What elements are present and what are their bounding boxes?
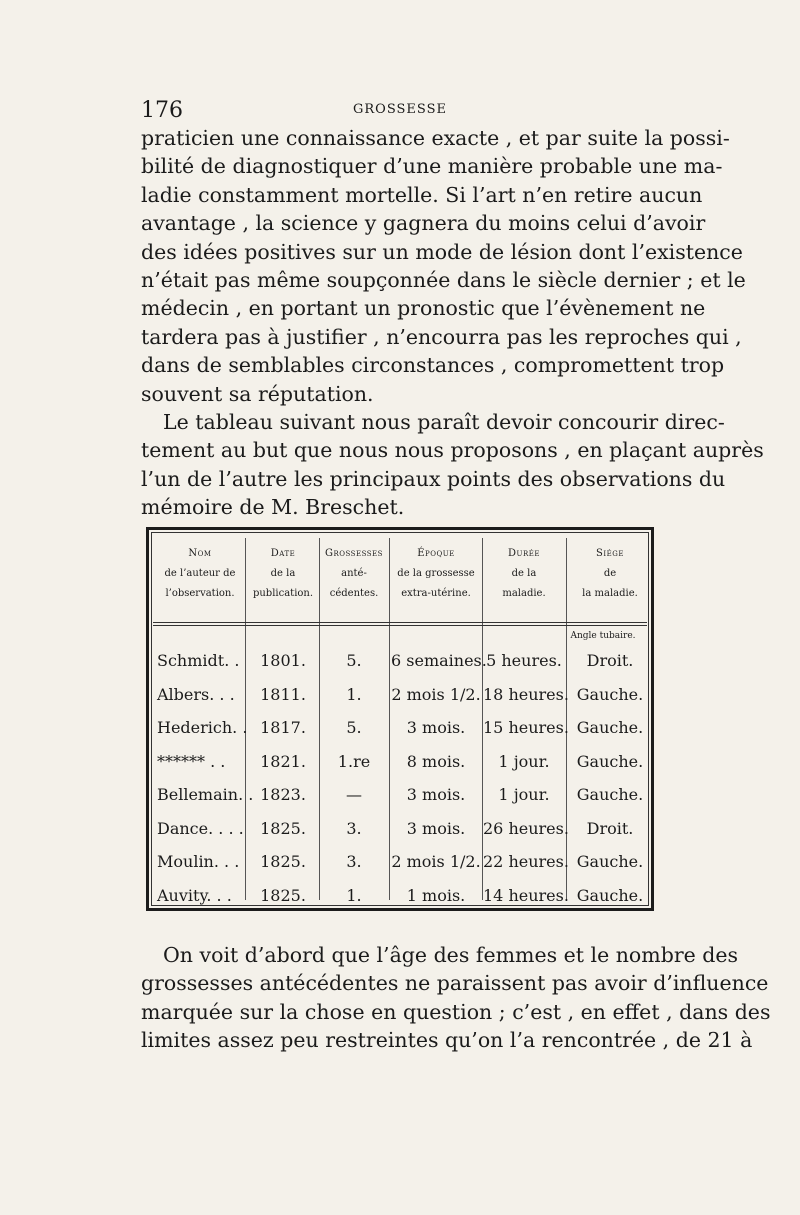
table-cell: Gauche. [576,852,644,871]
table-cell: 5. [346,718,362,737]
table-cell: 1823. [260,785,306,804]
header-site-line: Siége [596,548,624,559]
table-cell: 5 heures. [486,651,562,670]
table-cell: 1 jour. [498,751,550,771]
table-cell: Moulin. . . [157,852,240,871]
header-date-line: de la [270,568,296,579]
table-row [149,679,651,711]
header-pregnancies [321,544,387,604]
table-row [149,846,651,878]
table-cell: 22 heures. [483,852,569,871]
header-site-line: de [603,568,617,579]
text-line: mémoire de M. Breschet. [141,495,405,520]
text-line: tardera pas à justifier , n’encourra pas les reproches qui , [141,324,742,349]
table-cell: 1817. [260,718,306,737]
table-cell: Gauche. [576,718,644,737]
page-header [141,98,659,122]
running-head: GROSSESSE [353,102,447,117]
table-cell: — [346,785,362,804]
table-cell: 3 mois. [406,785,466,804]
header-author-line: de l’auteur de [164,568,236,579]
table-cell: Albers. . . [157,684,235,704]
column-divider [389,538,390,900]
text-line: n’était pas même soupçonnée dans le siècle dernier ; et le [141,267,746,292]
table-cell: 3 mois. [406,718,466,737]
table-cell: 2 mois 1/2. [391,684,481,704]
table-cell: 3 mois. [406,818,466,838]
page-number: 176 [141,98,183,123]
table-cell: Hederich. . [157,718,248,737]
table-cell: 18 heures. [483,684,569,704]
header-date-line: Date [270,548,296,559]
table-cell: 5. [346,651,362,670]
table-cell: 1811. [260,684,306,704]
header-epoch-line: de la grossesse [397,568,475,579]
header-site-line: la maladie. [582,588,638,599]
text-line: grossesses antécédentes ne paraissent pas avoir d’influence [141,971,769,996]
paragraph-2 [141,408,764,522]
header-date-line: publication. [252,588,314,599]
table-cell: 1 mois. [406,885,466,905]
text-line: des idées positives sur un mode de lésion dont l’existence [141,239,743,264]
column-divider [245,538,246,900]
header-rule [153,622,647,623]
text-line: limites assez peu restreintes qu’on l’a rencontrée , de 21 à [141,1028,753,1053]
text-line: Le tableau suivant nous paraît devoir concourir direc- [163,410,725,434]
table-cell: Gauche. [576,684,644,704]
table-row [149,779,651,811]
table-header-row [149,544,651,616]
text-line: médecin , en portant un pronostic que l’évènement ne [141,296,706,321]
header-epoch [391,544,481,604]
paragraph-3 [141,941,771,1055]
table-cell: ****** . . [157,751,226,771]
table-cell: Gauche. [576,785,644,804]
text-line: souvent sa réputation. [141,381,374,406]
table-cell: 26 heures. [483,818,569,838]
header-rule [153,625,647,626]
text-line: praticien une connaissance exacte , et par suite la possi- [141,126,730,150]
column-divider [319,538,320,900]
table-row [149,880,651,912]
header-site [569,544,651,604]
header-pregnancies-line: Grossesses [325,548,383,559]
table-row [149,645,651,677]
table-cell: 3. [346,818,362,838]
text-line: bilité de diagnostiquer d’une manière probable une ma- [141,154,723,179]
text-line: avantage , la science y gagnera du moins celui d’avoir [141,211,706,236]
table-cell: 8 mois. [406,751,466,771]
text-line: ladie constamment mortelle. Si l’art n’en retire aucun [141,182,703,207]
column-divider [482,538,483,900]
table-cell: 15 heures. [483,718,569,737]
header-pregnancies-line: cédentes. [329,588,379,599]
table-cell: 1.re [337,751,371,771]
table-cell: 2 mois 1/2. [391,852,481,871]
table-cell: 1825. [260,885,306,905]
table-cell: 1. [346,885,362,905]
observations-table [146,527,654,911]
header-epoch-line: extra-utérine. [401,588,471,599]
table-cell: Dance. . . . [157,818,244,838]
table-cell: 1 jour. [498,785,550,804]
text-line: l’un de l’autre les principaux points des observations du [141,466,726,491]
table-cell: 6 semaines. [391,651,487,670]
header-duration-line: maladie. [502,588,546,599]
header-duration-line: de la [511,568,537,579]
table-cell: Bellemain. . [157,785,254,804]
header-duration [483,544,565,604]
table-cell: Gauche. [576,885,644,905]
table-cell: 3. [346,852,362,871]
header-date [247,544,319,604]
header-author-line: Nom [188,548,212,559]
table-cell: Gauche. [576,751,644,771]
paragraph-1 [141,124,746,408]
header-pregnancies-line: anté- [341,568,367,579]
table-cell: Auvity. . . [157,885,232,905]
table-cell: 1821. [260,751,306,771]
table-cell: 1825. [260,818,306,838]
text-line: marquée sur la chose en question ; c’est , en effet , dans des [141,999,771,1024]
table-cell: Droit. [586,651,634,670]
header-author [157,544,243,604]
table-cell: 14 heures. [483,885,569,905]
table-row [149,712,651,744]
table-cell: Schmidt. . [157,651,240,670]
text-line: On voit d’abord que l’âge des femmes et le nombre des [163,943,739,967]
header-duration-line: Durée [508,548,540,559]
table-cell: Droit. [586,818,634,838]
table-cell: 1801. [260,651,306,670]
table-row [149,813,651,845]
table-cell: 1. [346,684,362,704]
header-author-line: l’observation. [165,588,235,599]
header-epoch-line: Époque [417,548,455,559]
text-line: tement au but que nous nous proposons , en plaçant auprès [141,438,764,463]
text-line: dans de semblables circonstances , compromettent trop [141,353,725,378]
table-cell: 1825. [260,852,306,871]
table-row [149,746,651,778]
column-divider [566,538,567,900]
site-subheader: Angle tubaire. [570,631,636,641]
